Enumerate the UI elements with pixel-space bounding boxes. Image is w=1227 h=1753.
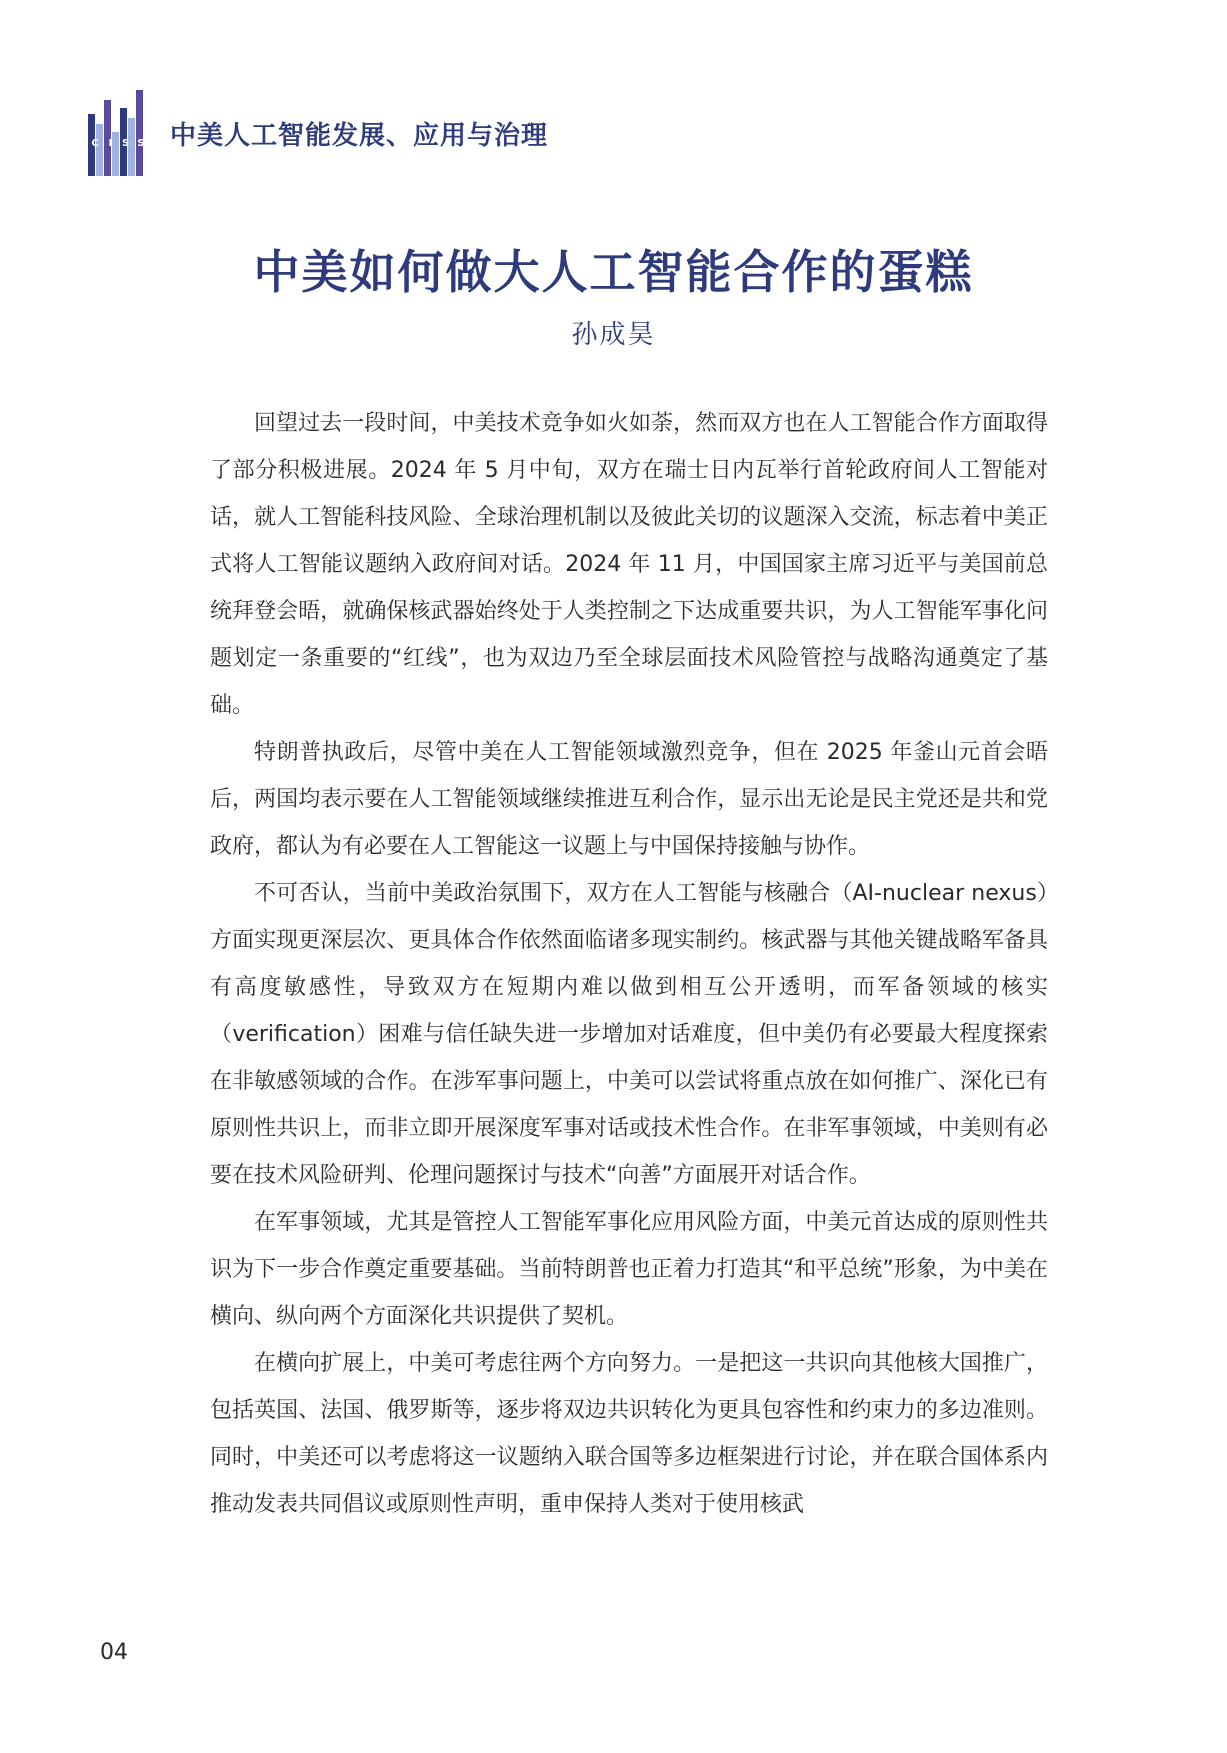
article-title: 中美如何做大人工智能合作的蛋糕 (253, 245, 974, 299)
paragraph: 特朗普执政后，尽管中美在人工智能领域激烈竞争，但在 2025 年釜山元首会晤后，两国均表示要在人工智能领域继续推进互利合作，显示出无论是民主党还是共和党政府，都认为有必要在人工智能这一议题上与中国保持接触与协作。 (210, 740, 1048, 859)
series-title: 中美人工智能发展、应用与治理 (170, 120, 549, 151)
logo-letter: I (108, 138, 113, 149)
logo-letter: S (122, 138, 130, 149)
article-body (210, 400, 1048, 1528)
paragraph: 回望过去一段时间，中美技术竞争如火如荼，然而双方也在人工智能合作方面取得了部分积极进展。2024 年 5 月中旬，双方在瑞士日内瓦举行首轮政府间人工智能对话，就人工智能科技风险、全球治理机制以及彼此关切的议题深入交流，标志着中美正式将人工智能议题纳入政府间对话。2024 年 11 月，中国国家主席习近平与美国前总统拜登会晤，就确保核武器始终处于人类控制之下达成重要共识，为人工智能军事化问题划定一条重要的“红线”，也为双边乃至全球层面技术风险管控与战略沟通奠定了基础。 (210, 411, 1048, 718)
logo-letter: C (91, 138, 99, 149)
paragraph: 在横向扩展上，中美可考虑往两个方向努力。一是把这一共识向其他核大国推广，包括英国、法国、俄罗斯等，逐步将双边共识转化为更具包容性和约束力的多边准则。同时，中美还可以考虑将这一议题纳入联合国等多边框架进行讨论，并在联合国体系内推动发表共同倡议或原则性声明，重申保持人类对于使用核武 (210, 1351, 1048, 1517)
logo-letters (88, 138, 148, 149)
logo-letter: S (137, 138, 145, 149)
page-number: 04 (100, 1640, 128, 1665)
ciss-logo (88, 86, 148, 176)
paragraph: 在军事领域，尤其是管控人工智能军事化应用风险方面，中美元首达成的原则性共识为下一步合作奠定重要基础。当前特朗普也正着力打造其“和平总统”形象，为中美在横向、纵向两个方面深化共识提供了契机。 (210, 1210, 1048, 1329)
author-name: 孙成昊 (571, 320, 656, 350)
paragraph: 不可否认，当前中美政治氛围下，双方在人工智能与核融合（AI-nuclear nexus）方面实现更深层次、更具体合作依然面临诸多现实制约。核武器与其他关键战略军备具有高度敏感性，导致双方在短期内难以做到相互公开透明，而军备领域的核实（verification）困难与信任缺失进一步增加对话难度，但中美仍有必要最大程度探索在非敏感领域的合作。在涉军事问题上，中美可以尝试将重点放在如何推广、深化已有原则性共识上，而非立即开展深度军事对话或技术性合作。在非军事领域，中美则有必要在技术风险研判、伦理问题探讨与技术“向善”方面展开对话合作。 (210, 881, 1048, 1188)
page-header (88, 86, 548, 176)
